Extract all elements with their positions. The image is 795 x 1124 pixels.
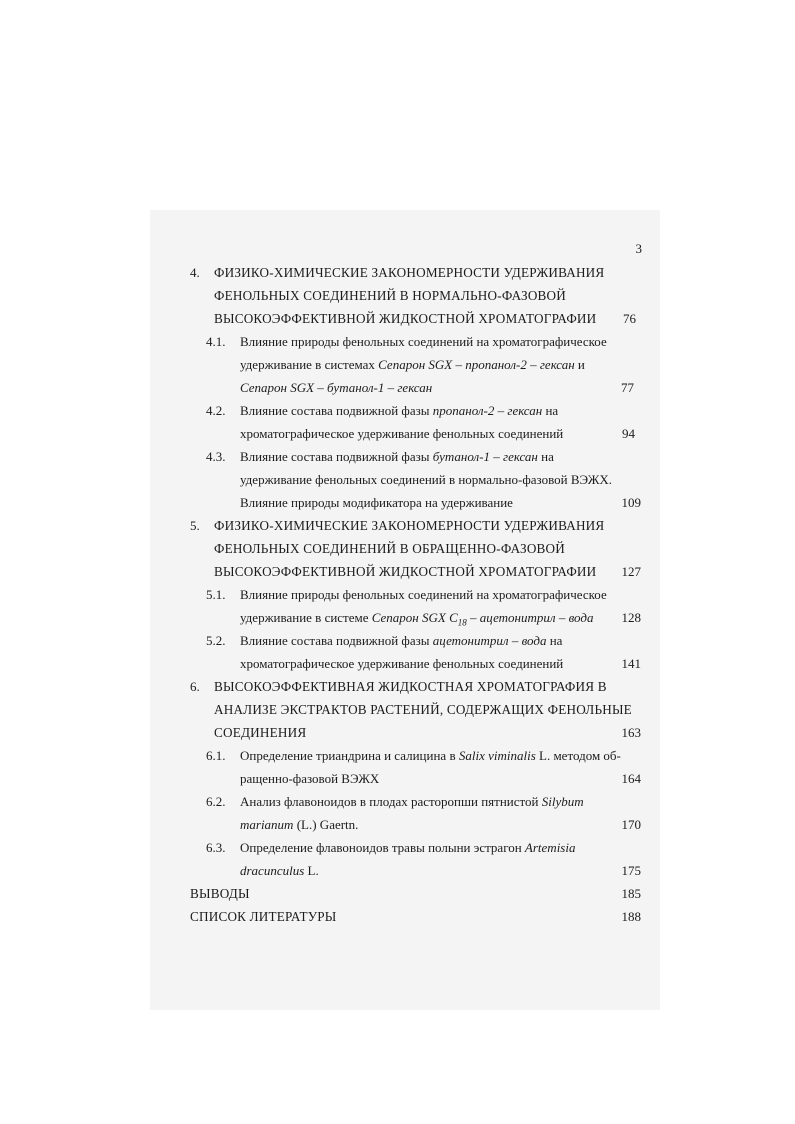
section-4-1-line3: Сепарон SGX – бутанол-1 – гексан bbox=[240, 380, 433, 395]
section-6-1-line1: Определение триандрина и салицина в Salix viminalis L. методом об- bbox=[240, 748, 621, 763]
section-5-2-number: 5.2. bbox=[206, 633, 226, 648]
section-5-1-line2: удерживание в системе Сепарон SGX $C_{18}$ – ацетонитрил – вода bbox=[240, 610, 594, 628]
section-4-1-page: 77 bbox=[621, 380, 634, 395]
section-5-2-line2: хроматографическое удерживание фенольных соединений bbox=[240, 656, 564, 671]
conclusions-title: ВЫВОДЫ bbox=[190, 886, 250, 901]
section-4-1-number: 4.1. bbox=[206, 334, 226, 349]
chapter-6-number: 6. bbox=[190, 679, 200, 694]
section-6-2-line2: marianum (L.) Gaertn. bbox=[240, 817, 359, 832]
section-4-1-line2: удерживание в системах Сепарон SGX – пропанол-2 – гексан и bbox=[240, 357, 585, 372]
section-6-3-line1: Определение флавоноидов травы полыни эстрагон Artemisia bbox=[240, 840, 576, 855]
chapter-4-title-line1: ФИЗИКО-ХИМИЧЕСКИЕ ЗАКОНОМЕРНОСТИ УДЕРЖИВАНИЯ bbox=[214, 265, 605, 280]
section-5-2-line1: Влияние состава подвижной фазы ацетонитрил – вода на bbox=[240, 633, 563, 648]
section-6-1-page: 164 bbox=[621, 771, 641, 786]
section-5-1-page: 128 bbox=[621, 610, 641, 625]
section-6-3-line2: dracunculus L. bbox=[240, 863, 319, 878]
chapter-5-page: 127 bbox=[621, 564, 641, 579]
references-title: СПИСОК ЛИТЕРАТУРЫ bbox=[190, 909, 337, 924]
section-4-3-page: 109 bbox=[621, 495, 641, 510]
section-6-3-number: 6.3. bbox=[206, 840, 226, 855]
section-4-1-line1: Влияние природы фенольных соединений на хроматографическое bbox=[240, 334, 607, 349]
section-6-2-page: 170 bbox=[621, 817, 641, 832]
section-6-2-number: 6.2. bbox=[206, 794, 226, 809]
chapter-5-number: 5. bbox=[190, 518, 200, 533]
chapter-6-title-line3: СОЕДИНЕНИЯ bbox=[214, 725, 307, 740]
section-5-2-page: 141 bbox=[621, 656, 641, 671]
section-4-2-number: 4.2. bbox=[206, 403, 226, 418]
section-6-1-line2: ращенно-фазовой ВЭЖХ bbox=[240, 771, 380, 786]
chapter-5-title-line1: ФИЗИКО-ХИМИЧЕСКИЕ ЗАКОНОМЕРНОСТИ УДЕРЖИВАНИЯ bbox=[214, 518, 605, 533]
section-4-2-line2: хроматографическое удерживание фенольных соединений bbox=[240, 426, 564, 441]
chapter-4-title-line2: ФЕНОЛЬНЫХ СОЕДИНЕНИЙ В НОРМАЛЬНО-ФАЗОВОЙ bbox=[214, 288, 566, 303]
section-5-1-line1: Влияние природы фенольных соединений на хроматографическое bbox=[240, 587, 607, 602]
chapter-4-number: 4. bbox=[190, 265, 200, 280]
page-number: 3 bbox=[635, 241, 642, 256]
chapter-6-title-line2: АНАЛИЗЕ ЭКСТРАКТОВ РАСТЕНИЙ, СОДЕРЖАЩИХ ФЕНОЛЬНЫЕ bbox=[214, 702, 632, 717]
section-6-3-page: 175 bbox=[621, 863, 641, 878]
section-4-3-number: 4.3. bbox=[206, 449, 226, 464]
chapter-6-page: 163 bbox=[621, 725, 641, 740]
section-4-3-line1: Влияние состава подвижной фазы бутанол-1 – гексан на bbox=[240, 449, 554, 464]
section-4-3-line2: удерживание фенольных соединений в нормально-фазовой ВЭЖХ. bbox=[240, 472, 613, 487]
conclusions-page: 185 bbox=[621, 886, 641, 901]
section-6-1-number: 6.1. bbox=[206, 748, 226, 763]
section-4-2-line1: Влияние состава подвижной фазы пропанол-2 – гексан на bbox=[240, 403, 559, 418]
section-4-2-page: 94 bbox=[622, 426, 635, 441]
section-4-3-line3: Влияние природы модификатора на удерживание bbox=[240, 495, 513, 510]
chapter-6-title-line1: ВЫСОКОЭФФЕКТИВНАЯ ЖИДКОСТНАЯ ХРОМАТОГРАФИЯ В bbox=[214, 679, 607, 694]
references-page: 188 bbox=[621, 909, 641, 924]
chapter-5-title-line2: ФЕНОЛЬНЫХ СОЕДИНЕНИЙ В ОБРАЩЕННО-ФАЗОВОЙ bbox=[214, 541, 566, 556]
chapter-5-title-line3: ВЫСОКОЭФФЕКТИВНОЙ ЖИДКОСТНОЙ ХРОМАТОГРАФИИ bbox=[214, 564, 597, 579]
section-5-1-number: 5.1. bbox=[206, 587, 226, 602]
chapter-4-page: 76 bbox=[623, 311, 636, 326]
section-6-2-line1: Анализ флавоноидов в плодах расторопши пятнистой Silybum bbox=[240, 794, 584, 809]
chapter-4-title-line3: ВЫСОКОЭФФЕКТИВНОЙ ЖИДКОСТНОЙ ХРОМАТОГРАФИИ bbox=[214, 311, 597, 326]
